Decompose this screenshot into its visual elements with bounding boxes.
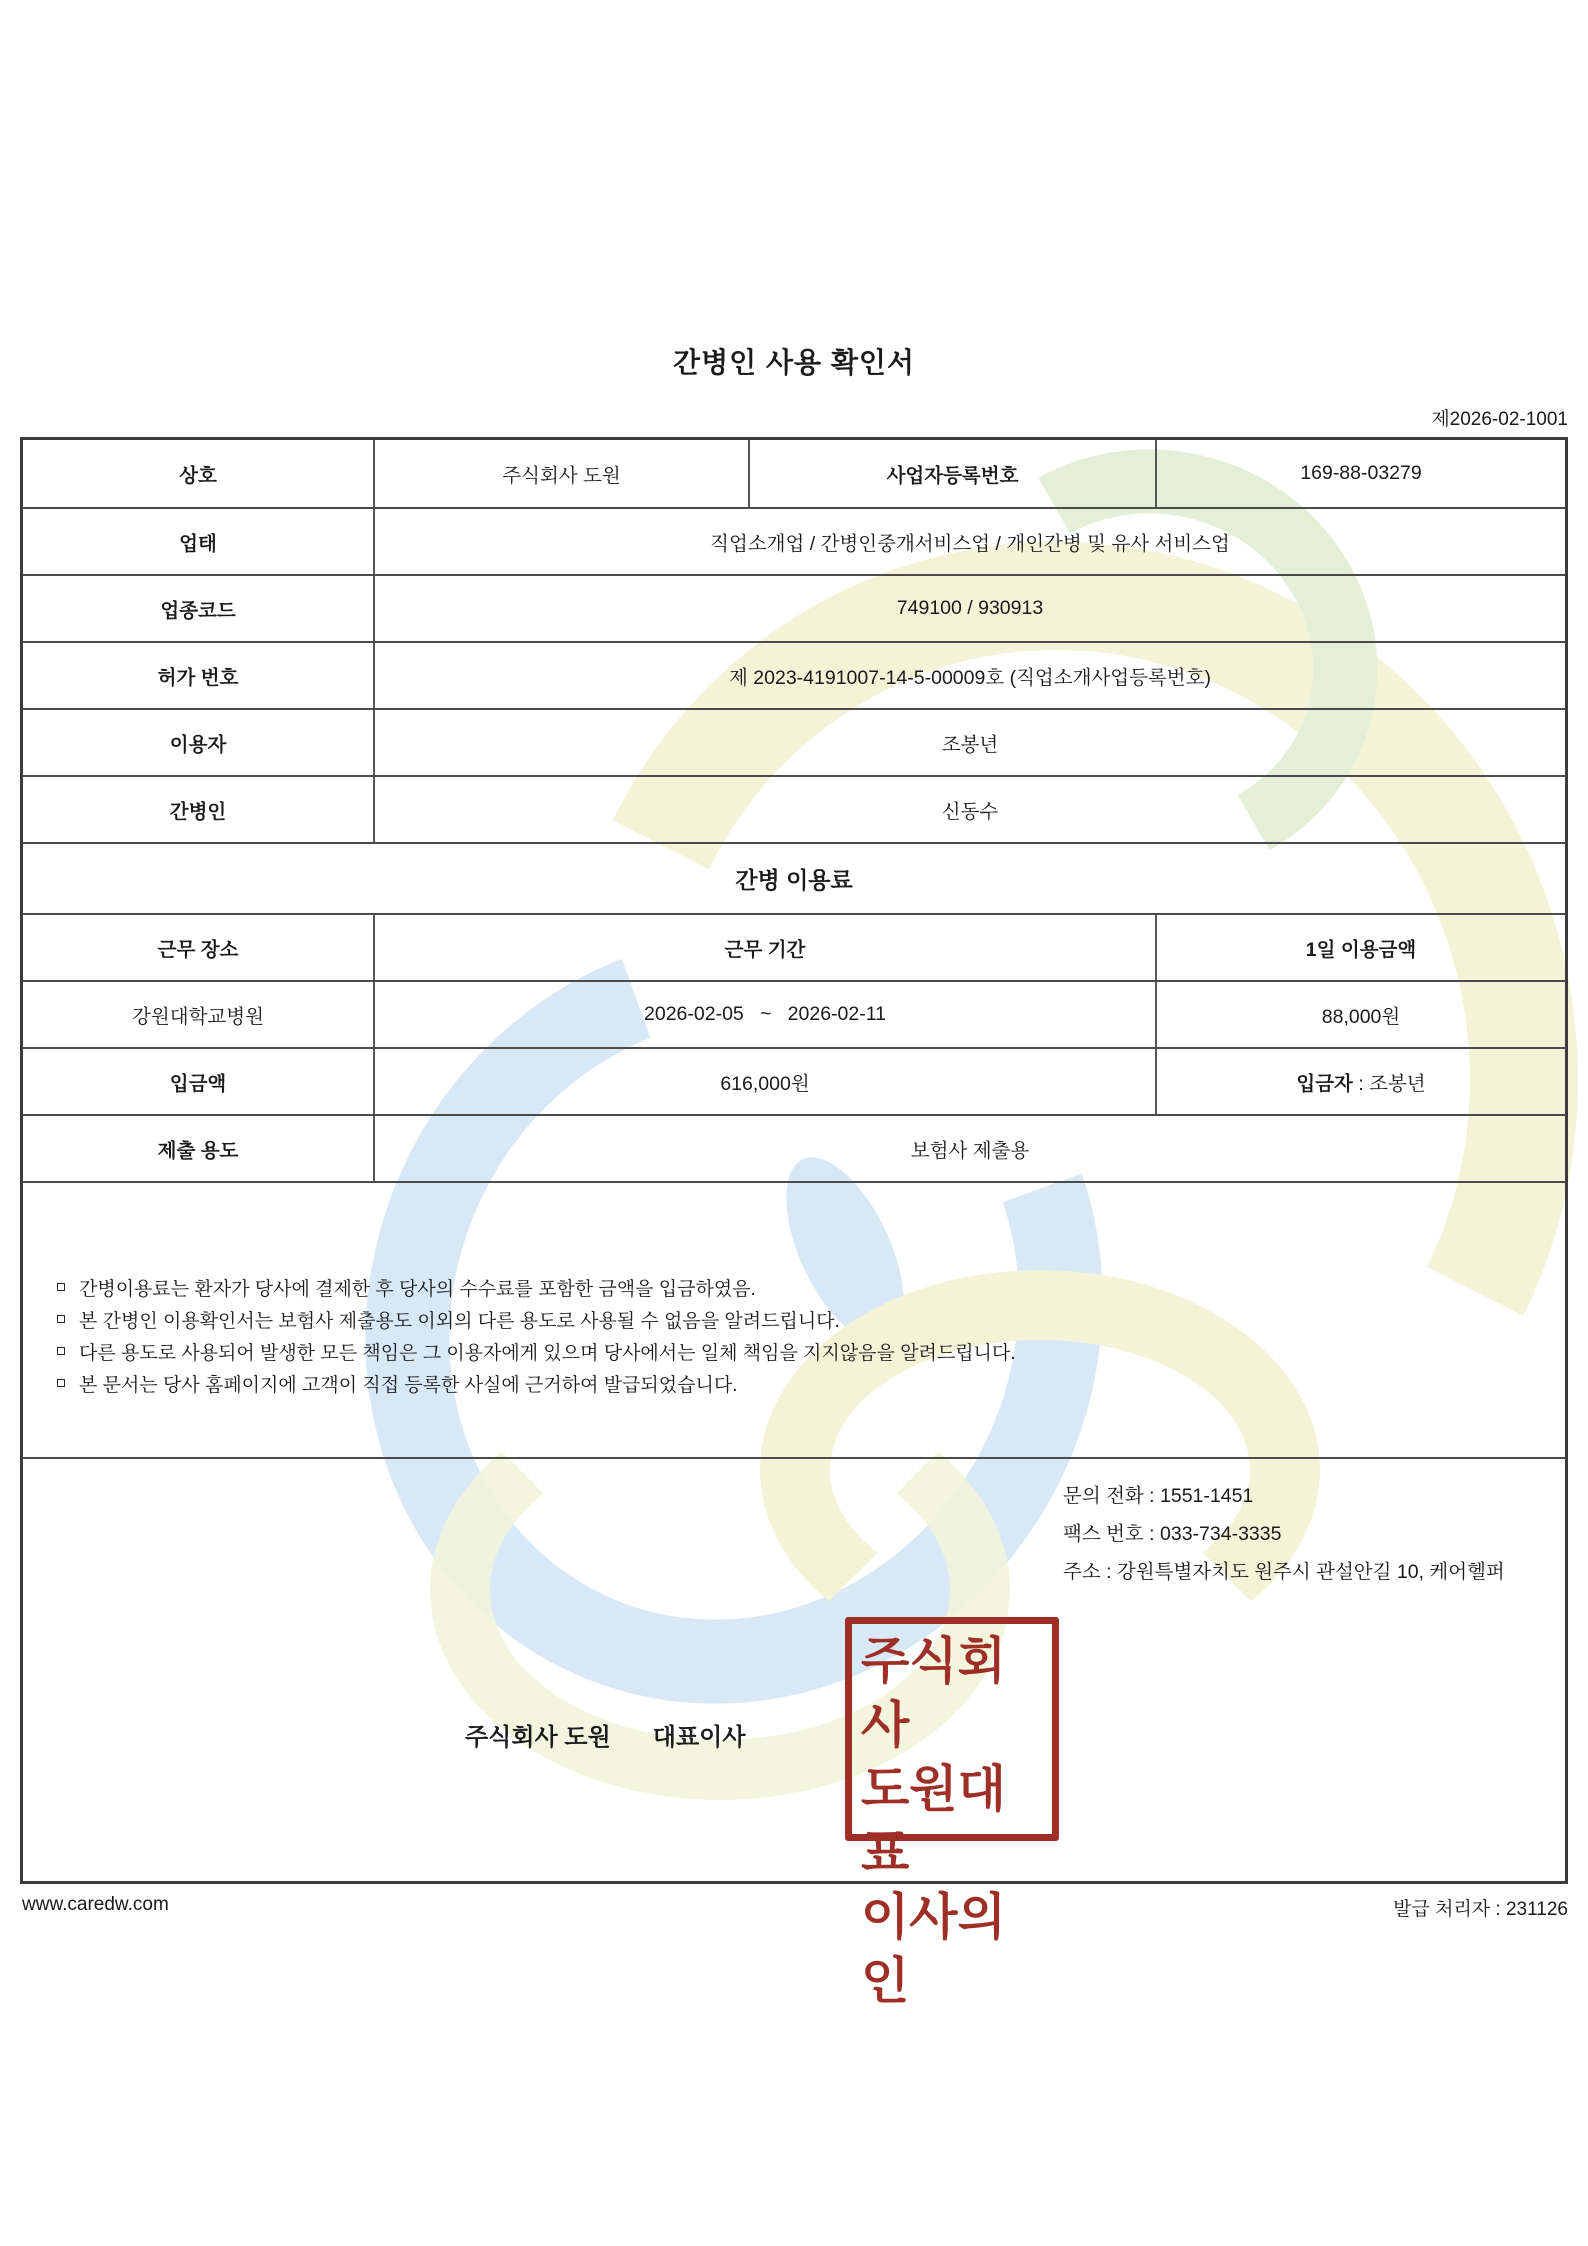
purpose-value: 보험사 제출용: [373, 1116, 1565, 1181]
table-row-business-type: [23, 507, 1565, 574]
table-row-industry-code: [23, 574, 1565, 641]
square-bullet-icon: [57, 1315, 65, 1323]
company-signature: [465, 1717, 746, 1752]
table-row-user: [23, 708, 1565, 775]
user-label: 이용자: [169, 733, 227, 756]
industry-code-value: 749100 / 930913: [373, 576, 1565, 641]
work-period-value: 2026-02-05 ~ 2026-02-11: [373, 982, 1155, 1047]
work-place-label: 근무 장소: [157, 938, 239, 961]
note-item: [43, 1335, 1535, 1367]
note-text: 본 문서는 당사 홈페이지에 고객이 직접 등록한 사실에 근거하여 발급되었습니다.: [79, 1374, 738, 1396]
deposit-label: 입금액: [169, 1072, 227, 1095]
table-row-company: [23, 440, 1565, 507]
stamp-line: 도원대표: [861, 1760, 1006, 1882]
business-reg-value: 169-88-03279: [1155, 440, 1565, 507]
contact-fax: 팩스 번호 : 033-734-3335: [1063, 1523, 1282, 1545]
depositor-label: 입금자: [1296, 1072, 1353, 1095]
company-name-label: 상호: [179, 464, 217, 487]
note-item: [43, 1303, 1535, 1335]
business-type-value: 직업소개업 / 간병인중개서비스업 / 개인간병 및 유사 서비스업: [373, 509, 1565, 574]
table-row-deposit: [23, 1047, 1565, 1114]
stamp-line: 이사의인: [861, 1888, 1006, 2010]
permit-number-label: 허가 번호: [157, 666, 239, 689]
deposit-value: 616,000원: [373, 1049, 1155, 1114]
contact-block: [1063, 1477, 1505, 1591]
purpose-label: 제출 용도: [157, 1139, 239, 1162]
note-item: [43, 1367, 1535, 1399]
caregiver-label: 간병인: [169, 800, 227, 823]
depositor-cell: [1155, 1049, 1565, 1114]
note-text: 간병이용료는 환자가 당사에 결제한 후 당사의 수수료를 포함한 금액을 입금하였음.: [79, 1278, 756, 1300]
user-value: 조봉년: [373, 710, 1565, 775]
business-reg-label: 사업자등록번호: [748, 440, 1155, 507]
document-number: 제2026-02-1001: [1431, 409, 1568, 430]
square-bullet-icon: [57, 1283, 65, 1291]
caregiver-value: 신동수: [373, 777, 1565, 842]
table-row-fee-columns: [23, 913, 1565, 980]
work-period-label: 근무 기간: [373, 915, 1155, 980]
depositor-value: : 조봉년: [1352, 1072, 1426, 1095]
table-row-caregiver: [23, 775, 1565, 842]
corporate-seal-stamp: [845, 1617, 1059, 2010]
company-name-value: 주식회사 도원: [373, 440, 748, 507]
daily-amount-label: 1일 이용금액: [1155, 915, 1565, 980]
table-row-fee-values: [23, 980, 1565, 1047]
stamp-line: 주식회사: [861, 1632, 1006, 1754]
website-url: www.caredw.com: [22, 1894, 169, 1915]
work-place-value: 강원대학교병원: [132, 1005, 264, 1028]
page-title: 간병인 사용 확인서: [673, 347, 915, 378]
contact-address: 주소 : 강원특별자치도 원주시 관설안길 10, 케어헬퍼: [1063, 1561, 1505, 1583]
note-item: [43, 1271, 1535, 1303]
table-row-purpose: [23, 1114, 1565, 1181]
daily-amount-value: 88,000원: [1155, 982, 1565, 1047]
note-text: 다른 용도로 사용되어 발생한 모든 책임은 그 이용자에게 있으며 당사에서는 일체 책임을 지지않음을 알려드립니다.: [79, 1342, 1016, 1364]
permit-number-value: 제 2023-4191007-14-5-00009호 (직업소개사업등록번호): [373, 643, 1565, 708]
square-bullet-icon: [57, 1379, 65, 1387]
fee-section-header: 간병 이용료: [23, 842, 1565, 913]
issuer-id: 발급 처리자 : 231126: [1393, 1899, 1568, 1920]
square-bullet-icon: [57, 1347, 65, 1355]
industry-code-label: 업종코드: [160, 599, 236, 622]
signature-company-name: 주식회사 도원: [465, 1724, 611, 1751]
business-type-label: 업태: [179, 532, 217, 555]
notes-section: [23, 1181, 1565, 1457]
signature-ceo-title: 대표이사: [652, 1724, 746, 1751]
contact-phone: 문의 전화 : 1551-1451: [1063, 1485, 1254, 1507]
note-text: 본 간병인 이용확인서는 보험사 제출용도 이외의 다른 용도로 사용될 수 없음을 알려드립니다.: [79, 1310, 840, 1332]
table-row-permit-number: [23, 641, 1565, 708]
